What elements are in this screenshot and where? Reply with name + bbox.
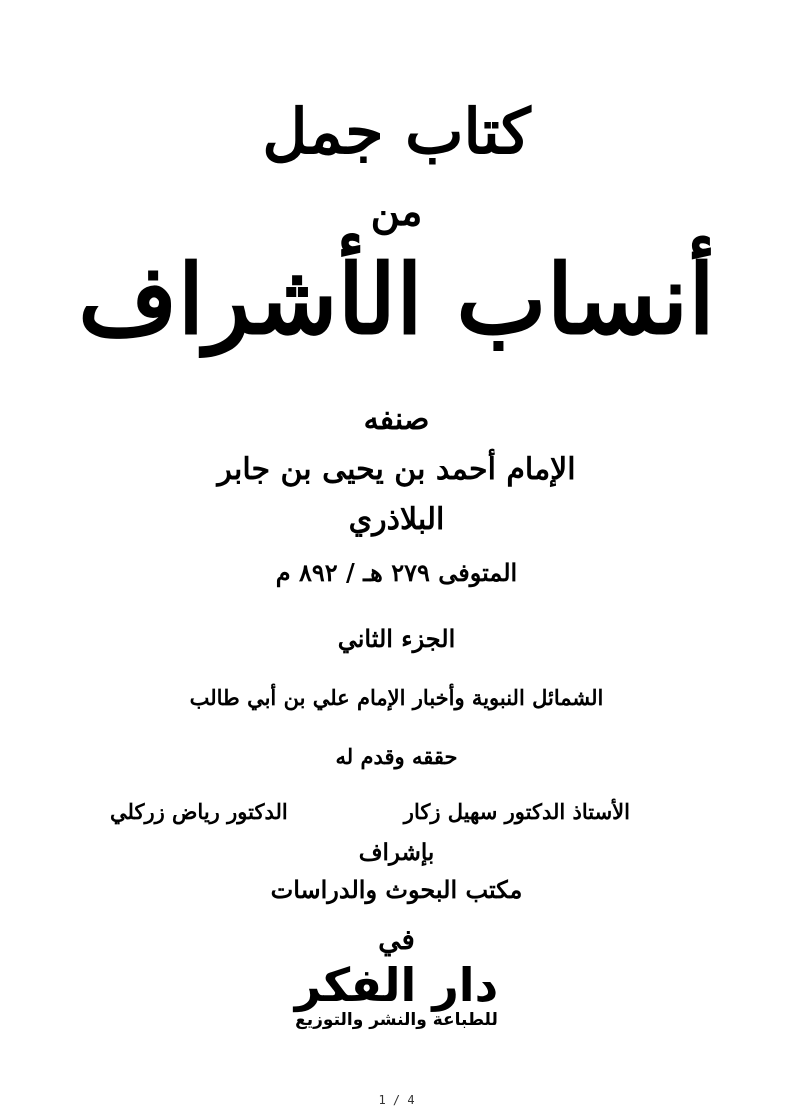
publisher-logo (0, 960, 793, 1032)
volume-label: الجزء الثاني (337, 624, 456, 653)
book-title-main: أنساب الأشراف (78, 243, 715, 356)
editors-row (110, 794, 630, 830)
supervision-label: بإشراف (358, 839, 435, 866)
author-name: الإمام أحمد بن يحيى بن جابر (217, 452, 576, 487)
page-indicator: 1 / 4 (378, 1093, 415, 1107)
book-title-line-1: كتاب جمل (262, 95, 531, 168)
publisher-name: دار الفكر (294, 958, 499, 1012)
editor-1-name: الأستاذ الدكتور سهيل زكار (403, 799, 630, 824)
book-title-line-2: من (370, 188, 423, 235)
death-date: المتوفى ٢٧٩ هـ / ٨٩٢ م (275, 558, 518, 587)
supervising-office: مكتب البحوث والدراسات (270, 875, 523, 904)
in-word: في (378, 923, 415, 956)
editor-2-name: الدكتور رياض زركلي (110, 799, 288, 824)
publisher-tagline: للطباعة والنشر والتوزيع (295, 1010, 498, 1030)
edited-by-label: حققه وقدم له (335, 744, 458, 769)
author-nisba: البلاذري (348, 502, 445, 537)
author-intro: صنفه (363, 402, 430, 437)
volume-subject: الشمائل النبوية وأخبار الإمام علي بن أبي طالب (189, 685, 604, 710)
